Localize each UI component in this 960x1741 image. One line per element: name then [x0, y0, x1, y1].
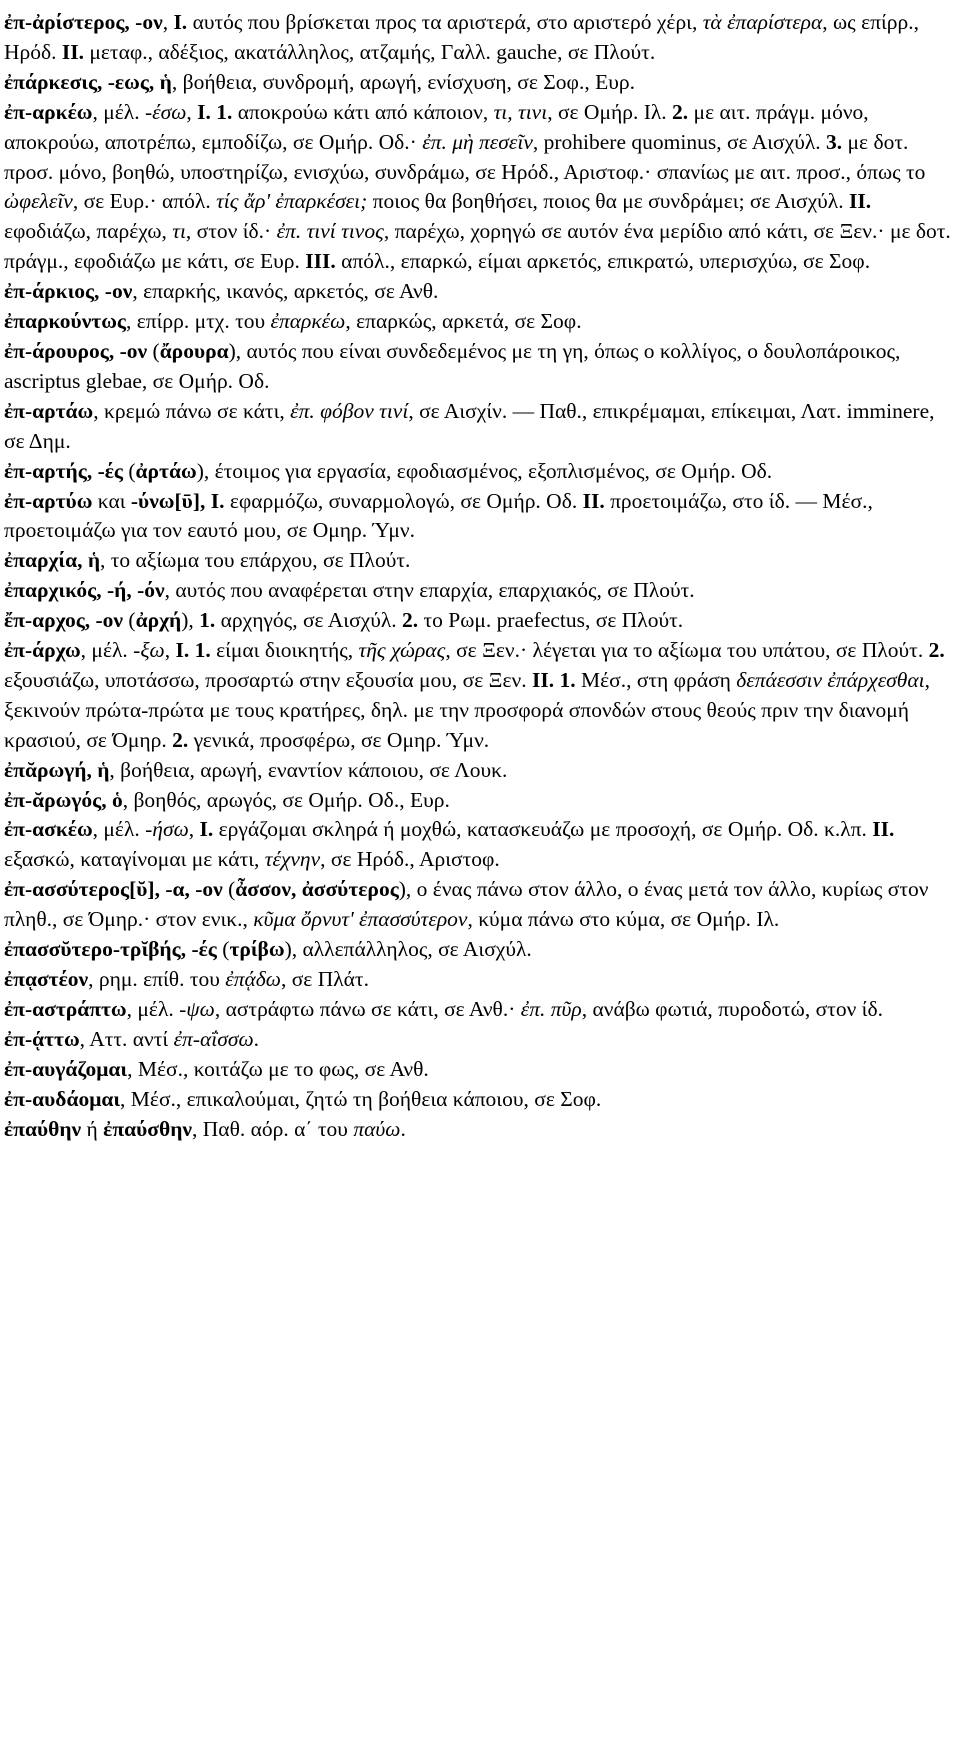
headword-bold: ἐπαρχικός, -ή, -όν [4, 578, 165, 603]
headword-bold: ἀρτάω [135, 458, 197, 483]
definition-text: ( [216, 937, 230, 962]
headword-bold: ἐπαρκούντως [4, 309, 126, 334]
definition-text: , αυτός που αναφέρεται στην επαρχία, επαρχιακός, σε Πλούτ. [164, 578, 695, 603]
headword-bold: ἐπ-αρτάω [4, 398, 94, 423]
definition-text: εργάζομαι σκληρά ή μοχθώ, κατασκευάζω με προσοχή, σε Ομήρ. Οδ. κ.λπ. [213, 817, 873, 842]
dictionary-entry [4, 1085, 956, 1115]
definition-text: , κρεμώ πάνω σε κάτι, [93, 398, 291, 423]
dictionary-entry [4, 337, 956, 397]
definition-text: εφαρμόζω, συναρμολογώ, σε Ομήρ. Οδ. [224, 488, 583, 513]
definition-text: ή [81, 1116, 104, 1141]
headword-bold: 2. [402, 608, 419, 633]
definition-text: , ρημ. επίθ. του [88, 967, 226, 991]
headword-bold: II. [582, 488, 605, 513]
dictionary-entry [4, 1115, 956, 1145]
definition-text: εξασκώ, καταγίνομαι με κάτι, [4, 847, 265, 872]
headword-bold: 3. [826, 129, 843, 154]
greek-citation-italic: ἐπαρκέω [270, 309, 346, 334]
definition-text: , σε Ξεν.· λέγεται για το αξίωμα του υπάτου, σε Πλούτ. [445, 638, 929, 663]
headword-bold: I. 1. [197, 99, 233, 124]
headword-bold: I. [199, 817, 214, 842]
headword-bold: ἐπ-αυδάομαι [4, 1086, 121, 1111]
definition-text: , [188, 817, 200, 842]
dictionary-entry [4, 1025, 956, 1055]
headword-bold: ἐπαρχία, ἡ [4, 548, 101, 573]
headword-bold: ἐπ-άρουρος, -ον [4, 338, 148, 363]
definition-text: αρχηγός, σε Αισχύλ. [215, 608, 403, 633]
definition-text: , το αξίωμα του επάρχου, σε Πλούτ. [100, 548, 411, 573]
headword-bold: ἐπ-ασκέω [4, 817, 93, 842]
definition-text: απόλ., επαρκώ, είμαι αρκετός, επικρατώ, υπερισχύω, σε Σοφ. [335, 249, 871, 274]
dictionary-entry [4, 1055, 956, 1085]
dictionary-entry [4, 68, 956, 98]
headword-bold: II. [848, 189, 872, 214]
headword-bold: ἀρχή [135, 608, 182, 633]
definition-text: , [162, 10, 174, 34]
definition-text: , μέλ. [126, 996, 180, 1021]
definition-text: , Μέσ., επικαλούμαι, ζητώ τη βοήθεια κάποιου, σε Σοφ. [120, 1086, 602, 1111]
definition-text: , [164, 638, 176, 663]
definition-text: , Αττ. αντί [79, 1026, 174, 1051]
headword-bold: 2. [172, 727, 189, 752]
headword-bold: II. [61, 39, 84, 64]
greek-citation-italic: παύω [353, 1116, 401, 1141]
dictionary-entry [4, 815, 956, 875]
definition-text: , μέλ. [80, 638, 134, 663]
definition-text: , σε Αισχίν. ― Παθ., επικρέμαμαι, επίκειμαι, Λατ. imminere, σε Δημ. [4, 398, 935, 453]
dictionary-entry [4, 277, 956, 307]
definition-text: , [186, 99, 198, 124]
greek-citation-italic: τὰ ἐπαρίστερα [702, 10, 823, 34]
headword-bold: ἐπαύθην [4, 1116, 82, 1141]
dictionary-entry [4, 98, 956, 277]
headword-bold: ἐπ-άρκιος, -ον [4, 279, 133, 304]
greek-citation-italic: τῆς χώρας [358, 638, 446, 663]
greek-citation-italic: ὠφελεῖν [4, 189, 73, 214]
definition-text: ), έτοιμος για εργασία, εφοδιασμένος, εξοπλισμένος, σε Ομήρ. Οδ. [196, 458, 773, 483]
definition-text: , βοήθεια, αρωγή, εναντίον κάποιου, σε Λουκ. [109, 757, 508, 782]
headword-bold: 2. [928, 638, 945, 663]
definition-text: γενικά, προσφέρω, σε Ομηρ. Ύμν. [188, 727, 490, 752]
definition-text: ( [123, 458, 136, 483]
headword-bold: ἄρουρα [159, 338, 229, 363]
definition-text: , Μέσ., κοιτάζω με το φως, σε Ανθ. [127, 1056, 429, 1081]
headword-bold: I. 1. [175, 638, 211, 663]
headword-bold: II. [872, 817, 895, 842]
definition-text: , σε Πλάτ. [280, 967, 369, 991]
definition-text: . [253, 1026, 260, 1051]
headword-bold: ἐπ-ᾴττω [4, 1026, 80, 1051]
dictionary-entry [4, 786, 956, 816]
definition-text: ), ο ένας πάνω στον άλλο, ο ένας μετά τον άλλο, κυρίως στον πληθ., σε Όμηρ.· στον ενικ., [4, 877, 929, 932]
definition-text: . [400, 1116, 406, 1141]
greek-citation-italic: τι [172, 219, 186, 244]
definition-text: , μέλ. [92, 817, 146, 842]
definition-text: , επαρκής, ικανός, αρκετός, σε Ανθ. [132, 279, 439, 304]
dictionary-entry [4, 636, 956, 756]
dictionary-entry [4, 995, 956, 1025]
definition-text: , ξεκινούν πρώτα-πρώτα με τους κρατήρες, δηλ. με την προσφορά σπονδών στους θεούς πριν την διανομή κρασιού, σε Όμηρ. [4, 667, 930, 752]
greek-citation-italic: ἐπ. πῦρ [520, 996, 582, 1021]
headword-bold: ἐπ-αυγάζομαι [4, 1056, 128, 1081]
greek-citation-italic: τέχνην [264, 847, 321, 872]
greek-citation-italic: ἐπᾴδω [225, 967, 281, 991]
dictionary-entry [4, 756, 956, 786]
headword-bold: ἐπ-αρτής, -ές [4, 458, 123, 483]
dictionary-entry [4, 546, 956, 576]
definition-text: , ως επίρρ., Ηρόδ. [4, 10, 919, 64]
definition-text: , επαρκώς, αρκετά, σε Σοφ. [345, 309, 582, 334]
definition-text: , σε Ηρόδ., Αριστοφ. [320, 847, 500, 872]
greek-citation-italic: κῦμα ὄρνυτ' ἐπασσύτερον [253, 907, 468, 932]
dictionary-entry [4, 457, 956, 487]
greek-citation-italic: ἐπ-αΐσσω [173, 1026, 254, 1051]
definition-text: το Ρωμ. praefectus, σε Πλούτ. [418, 608, 684, 633]
definition-text: , βοηθός, αρωγός, σε Ομήρ. Οδ., Ευρ. [122, 787, 450, 812]
definition-text: και [92, 488, 131, 513]
headword-bold: -ύνω[ῡ], I. [130, 488, 225, 513]
greek-citation-italic: δεπάεσσιν ἐπάρχεσθαι [736, 667, 925, 692]
definition-text: ( [147, 338, 160, 363]
definition-text: , σε Ομήρ. Ιλ. [547, 99, 673, 124]
dictionary-entry [4, 875, 956, 935]
greek-citation-italic: ἐπ. τινί τινος [276, 219, 384, 244]
dictionary-entry [4, 307, 956, 337]
headword-bold: III. [305, 249, 336, 274]
greek-citation-italic: -έσω [144, 99, 187, 124]
definition-text: με δοτ. προσ. μόνο, βοηθώ, υποστηρίζω, ενισχύω, συνδράμω, σε Ηρόδ., Αριστοφ.· σπανίως με αιτ. προσ., όπως το [4, 129, 926, 184]
headword-bold: ἐπ-ασσύτερος[ῠ], -α, -ον [4, 877, 223, 902]
definition-text: αποκρούω κάτι από κάποιον, [232, 99, 494, 124]
definition-text: προετοιμάζω, στο ίδ. ― Μέσ., προετοιμάζω για τον εαυτό μου, σε Ομηρ. Ύμν. [4, 488, 873, 543]
headword-bold: ἐπασσῠτερο-τρῐβής, -ές [4, 937, 217, 962]
greek-citation-italic: -ξω [133, 638, 165, 663]
headword-bold: ἐπαύσθην [103, 1116, 193, 1141]
headword-bold: ἐπ-ᾰρωγός, ὁ [4, 787, 123, 812]
greek-citation-italic: ἐπ. φόβον τινί [290, 398, 409, 423]
greek-citation-italic: τίς ἄρ' ἐπαρκέσει; [216, 189, 368, 214]
greek-citation-italic: ἐπ. μὴ πεσεῖν [422, 129, 533, 154]
definition-text: εξουσιάζω, υποτάσσω, προσαρτώ στην εξουσία μου, σε Ξεν. [4, 667, 532, 692]
definition-text: αυτός που βρίσκεται προς τα αριστερά, στο αριστερό χέρι, [187, 10, 703, 34]
dictionary-entry [4, 8, 956, 68]
headword-bold: ἔπ-αρχος, -ον [4, 608, 124, 633]
headword-bold: II. 1. [531, 667, 576, 692]
greek-citation-italic: τι, τινι [493, 99, 548, 124]
definition-text: , επίρρ. μτχ. του [126, 309, 271, 334]
definition-text: , Παθ. αόρ. α΄ του [192, 1116, 354, 1141]
dictionary-entry [4, 487, 956, 547]
definition-text: ), [181, 608, 200, 633]
headword-bold: ἐπ-ἀρίστερος, -ον [4, 10, 163, 34]
definition-text: , παρέχω, χορηγώ σε αυτόν ένα μερίδιο από κάτι, σε Ξεν.· με δοτ. πράγμ., εφοδιάζω με κάτι, σε Ευρ. [4, 219, 951, 274]
definition-text: , prohibere quominus, σε Αισχύλ. [532, 129, 827, 154]
definition-text: μεταφ., αδέξιος, ακατάλληλος, ατζαμής, Γαλλ. gauche, σε Πλούτ. [84, 39, 656, 64]
definition-text: , σε Ευρ.· απόλ. [72, 189, 217, 214]
definition-text: , μέλ. [92, 99, 145, 124]
definition-text: είμαι διοικητής, [210, 638, 359, 663]
dictionary-entry [4, 935, 956, 965]
greek-citation-italic: -ήσω [145, 817, 189, 842]
headword-bold: ἐπάρκεσις, -εως, ἡ [4, 69, 172, 94]
headword-bold: ἐπ-άρχω [4, 638, 81, 663]
dictionary-entry [4, 576, 956, 606]
definition-text: , βοήθεια, συνδρομή, αρωγή, ενίσχυση, σε Σοφ., Ευρ. [171, 69, 635, 94]
greek-citation-italic: -ψω [179, 996, 215, 1021]
definition-text: με αιτ. πράγμ. μόνο, αποκρούω, αποτρέπω, εμποδίζω, σε Ομήρ. Οδ.· [4, 99, 869, 154]
definition-text: , αστράφτω πάνω σε κάτι, σε Ανθ.· [214, 996, 521, 1021]
headword-bold: ἐπ-αρκέω [4, 99, 93, 124]
headword-bold: ἆσσον, ἀσσύτερος [235, 877, 399, 902]
dictionary-entry [4, 965, 956, 995]
headword-bold: ἐπᾰρωγή, ἡ [4, 757, 110, 782]
headword-bold: ἐπ-αστράπτω [4, 996, 127, 1021]
definition-text: ), αυτός που είναι συνδεδεμένος με τη γη, όπως ο κολλίγος, ο δουλοπάροικος, ascriptus glebae, σε Ομήρ. Οδ. [4, 338, 901, 393]
headword-bold: ἐπ-αρτύω [4, 488, 93, 513]
definition-text: , κύμα πάνω στο κύμα, σε Ομήρ. Ιλ. [467, 907, 780, 932]
headword-bold: 1. [199, 608, 216, 633]
definition-text: , στον ίδ.· [185, 219, 277, 244]
headword-bold: I. [173, 10, 188, 34]
definition-text: ), αλλεπάλληλος, σε Αισχύλ. [284, 937, 532, 962]
definition-text: ( [222, 877, 236, 902]
headword-bold: 2. [672, 99, 689, 124]
definition-text: ποιος θα βοηθήσει, ποιος θα με συνδράμει; σε Αισχύλ. [367, 189, 849, 214]
definition-text: εφοδιάζω, παρέχω, [4, 219, 173, 244]
dictionary-entry [4, 397, 956, 457]
headword-bold: ἐπᾳστέον [4, 967, 89, 991]
definition-text: , ανάβω φωτιά, πυροδοτώ, στον ίδ. [581, 996, 883, 1021]
dictionary-entry [4, 606, 956, 636]
headword-bold: τρίβω [229, 937, 285, 962]
definition-text: Μέσ., στη φράση [575, 667, 737, 692]
definition-text: ( [123, 608, 136, 633]
